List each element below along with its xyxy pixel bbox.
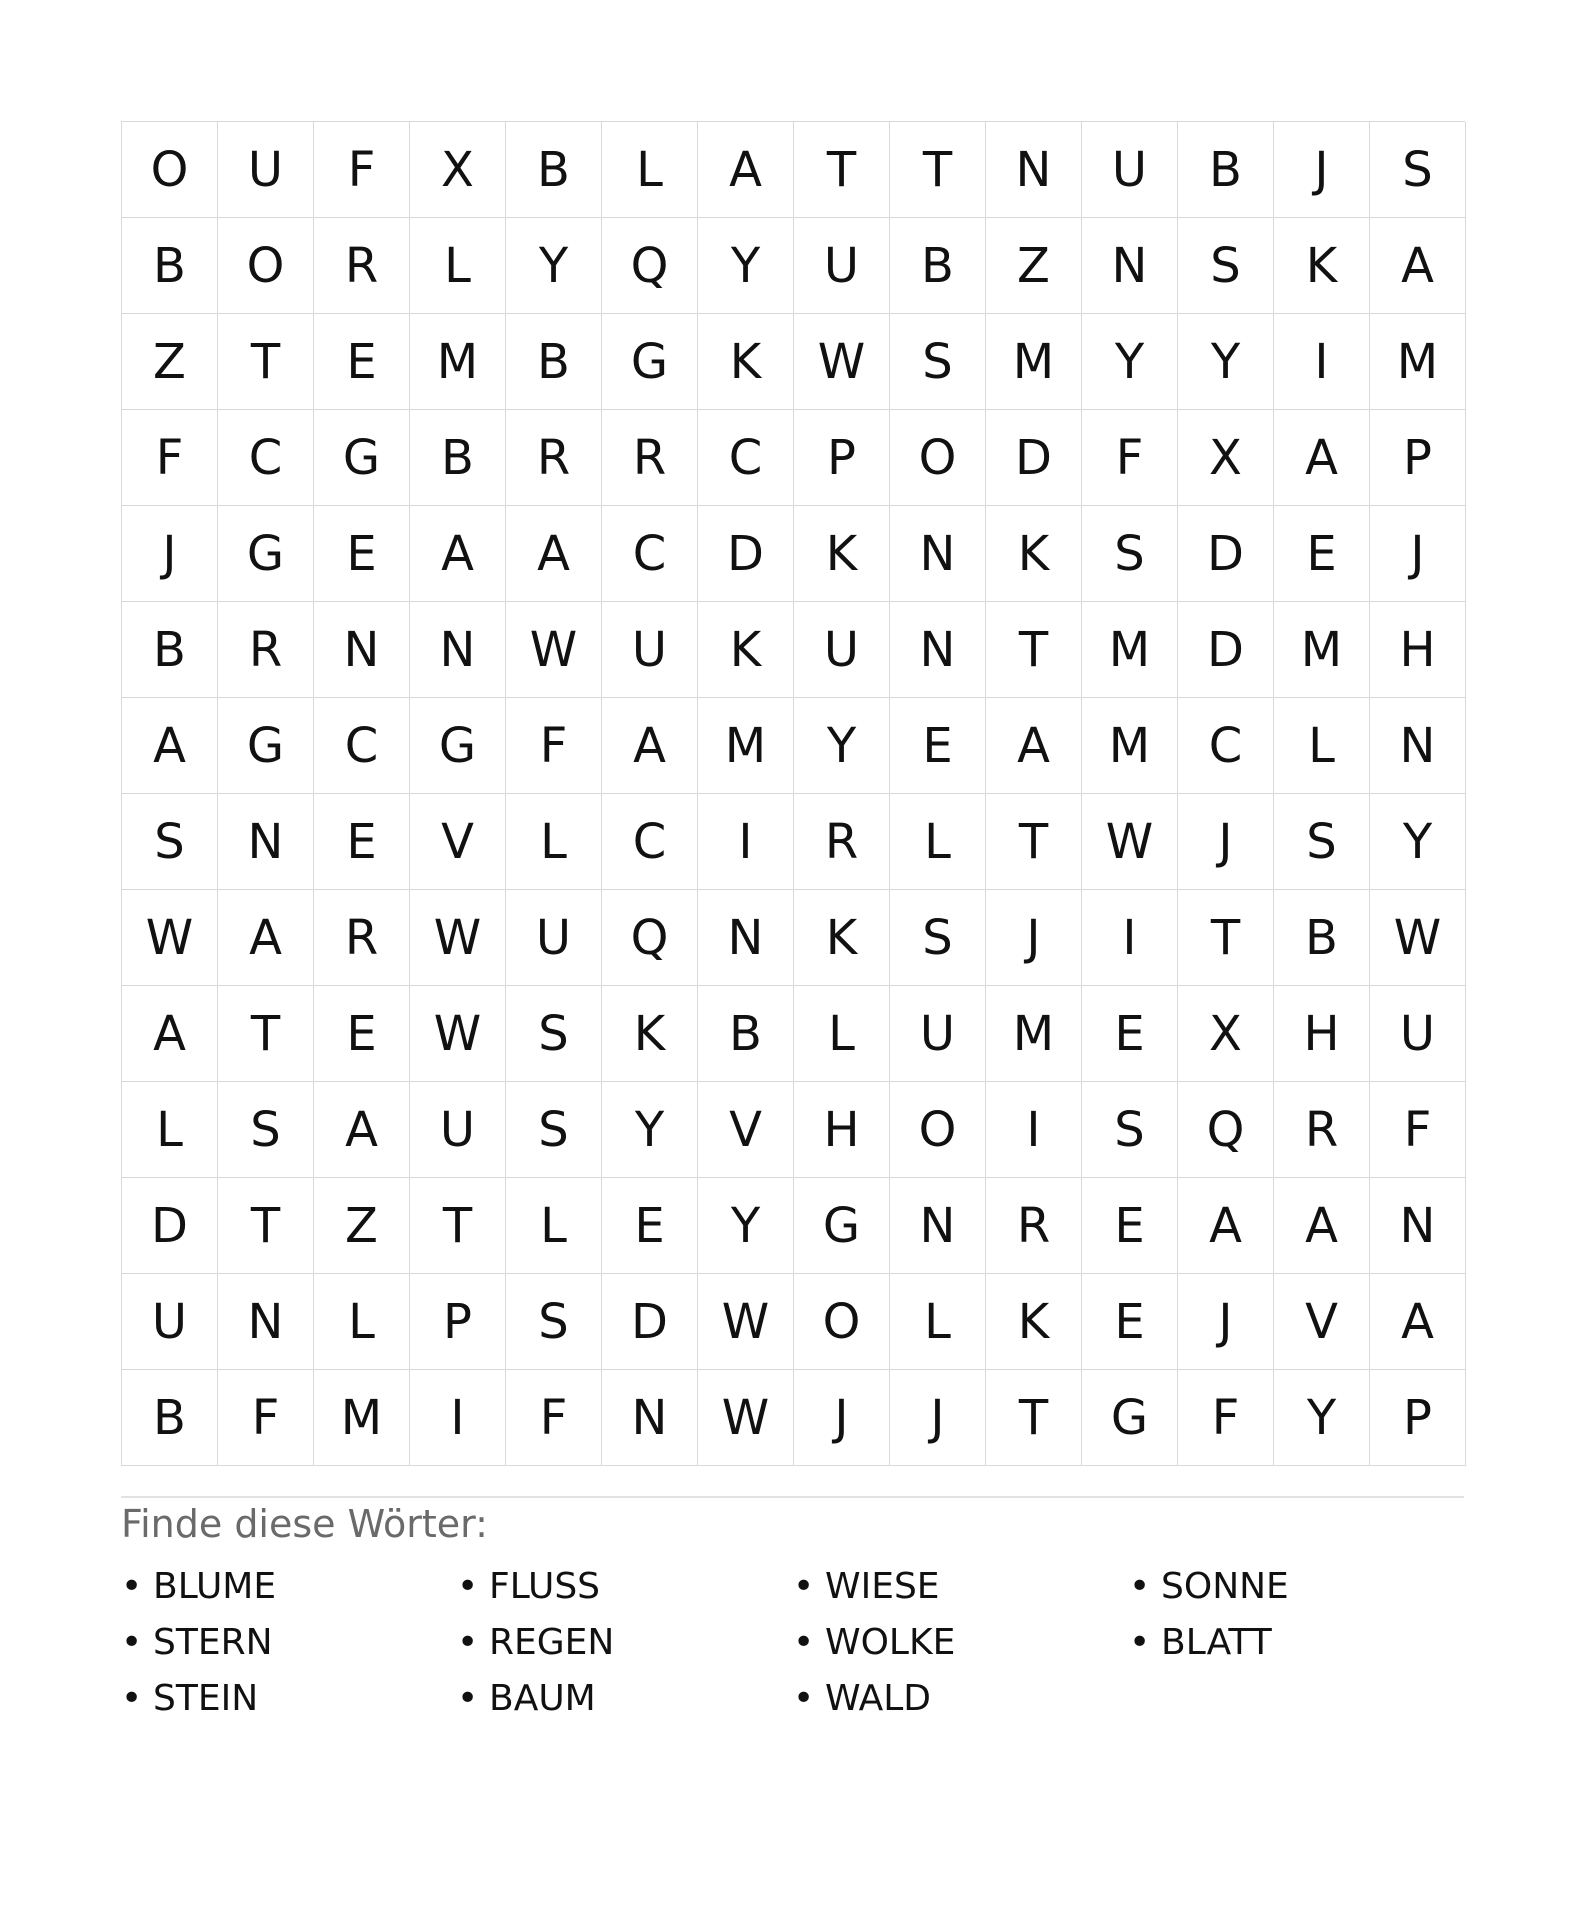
grid-cell[interactable]: B xyxy=(410,410,506,506)
grid-cell[interactable]: O xyxy=(794,1274,890,1370)
grid-cell[interactable]: B xyxy=(890,218,986,314)
grid-cell[interactable]: C xyxy=(698,410,794,506)
grid-cell[interactable]: A xyxy=(698,122,794,218)
grid-cell[interactable]: T xyxy=(218,986,314,1082)
grid-cell[interactable]: K xyxy=(794,506,890,602)
grid-cell[interactable]: S xyxy=(1370,122,1466,218)
grid-cell[interactable]: N xyxy=(890,602,986,698)
word-list-item xyxy=(121,1670,457,1726)
grid-cell[interactable]: E xyxy=(1082,1178,1178,1274)
grid-cell[interactable]: Y xyxy=(698,1178,794,1274)
grid-cell[interactable]: W xyxy=(698,1274,794,1370)
grid-cell[interactable]: A xyxy=(122,986,218,1082)
word-label: WALD xyxy=(825,1677,932,1719)
grid-cell[interactable]: O xyxy=(890,410,986,506)
grid-cell[interactable]: I xyxy=(410,1370,506,1466)
word-list-item xyxy=(793,1614,1129,1670)
grid-cell[interactable]: W xyxy=(1082,794,1178,890)
grid-cell[interactable]: W xyxy=(122,890,218,986)
grid-cell[interactable]: Z xyxy=(986,218,1082,314)
grid-cell[interactable]: G xyxy=(602,314,698,410)
grid-cell[interactable]: T xyxy=(794,122,890,218)
bullet: • xyxy=(793,1621,815,1663)
grid-cell[interactable]: F xyxy=(1082,410,1178,506)
word-list-item xyxy=(457,1614,793,1670)
word-label: FLUSS xyxy=(489,1565,601,1607)
grid-cell[interactable]: T xyxy=(986,1370,1082,1466)
grid-cell[interactable]: M xyxy=(1082,698,1178,794)
grid-cell[interactable]: A xyxy=(1370,218,1466,314)
grid-cell[interactable]: E xyxy=(1274,506,1370,602)
word-label: BLATT xyxy=(1161,1621,1272,1663)
grid-cell[interactable]: T xyxy=(890,122,986,218)
word-list-item xyxy=(1129,1558,1465,1614)
grid-cell[interactable]: S xyxy=(1082,506,1178,602)
grid-cell[interactable]: G xyxy=(314,410,410,506)
grid-cell[interactable]: S xyxy=(218,1082,314,1178)
grid-cell[interactable]: N xyxy=(410,602,506,698)
grid-cell[interactable]: U xyxy=(794,218,890,314)
grid-cell[interactable]: S xyxy=(122,794,218,890)
grid-cell[interactable]: N xyxy=(314,602,410,698)
grid-cell[interactable]: L xyxy=(122,1082,218,1178)
grid-cell[interactable]: N xyxy=(1370,698,1466,794)
grid-cell[interactable]: I xyxy=(698,794,794,890)
grid-cell[interactable]: T xyxy=(218,314,314,410)
grid-cell[interactable]: Y xyxy=(1370,794,1466,890)
grid-cell[interactable]: M xyxy=(986,986,1082,1082)
grid-cell[interactable]: O xyxy=(122,122,218,218)
grid-cell[interactable]: D xyxy=(1178,602,1274,698)
word-list-item xyxy=(121,1614,457,1670)
grid-cell[interactable]: S xyxy=(890,314,986,410)
grid-cell[interactable]: G xyxy=(794,1178,890,1274)
grid-cell[interactable]: I xyxy=(1274,314,1370,410)
grid-cell[interactable]: V xyxy=(698,1082,794,1178)
grid-cell[interactable]: T xyxy=(410,1178,506,1274)
grid-cell[interactable]: E xyxy=(602,1178,698,1274)
grid-cell[interactable]: U xyxy=(218,122,314,218)
grid-cell[interactable]: U xyxy=(410,1082,506,1178)
grid-cell[interactable]: P xyxy=(1370,410,1466,506)
grid-cell[interactable]: P xyxy=(1370,1370,1466,1466)
bullet: • xyxy=(1129,1565,1151,1607)
grid-cell[interactable]: W xyxy=(698,1370,794,1466)
grid-cell[interactable]: P xyxy=(410,1274,506,1370)
grid-cell[interactable]: M xyxy=(986,314,1082,410)
grid-cell[interactable]: A xyxy=(410,506,506,602)
grid-cell[interactable]: L xyxy=(890,1274,986,1370)
grid-cell[interactable]: A xyxy=(218,890,314,986)
bullet: • xyxy=(457,1565,479,1607)
grid-cell[interactable]: C xyxy=(1178,698,1274,794)
grid-cell[interactable]: N xyxy=(218,1274,314,1370)
grid-cell[interactable]: L xyxy=(890,794,986,890)
grid-cell[interactable]: T xyxy=(986,602,1082,698)
grid-cell[interactable]: A xyxy=(1178,1178,1274,1274)
grid-cell[interactable]: E xyxy=(314,986,410,1082)
grid-cell[interactable]: T xyxy=(1178,890,1274,986)
grid-cell[interactable]: Z xyxy=(122,314,218,410)
grid-cell[interactable]: S xyxy=(1082,1082,1178,1178)
bullet: • xyxy=(1129,1621,1151,1663)
grid-cell[interactable]: Q xyxy=(602,218,698,314)
grid-cell[interactable]: R xyxy=(218,602,314,698)
grid-cell[interactable]: R xyxy=(794,794,890,890)
grid-cell[interactable]: S xyxy=(1178,218,1274,314)
grid-cell[interactable]: B xyxy=(122,218,218,314)
grid-cell[interactable]: B xyxy=(506,122,602,218)
grid-cell[interactable]: B xyxy=(506,314,602,410)
grid-cell[interactable]: K xyxy=(794,890,890,986)
grid-cell[interactable]: E xyxy=(1082,986,1178,1082)
grid-cell[interactable]: A xyxy=(506,506,602,602)
grid-cell[interactable]: G xyxy=(218,506,314,602)
word-list-item xyxy=(457,1670,793,1726)
word-label: BLUME xyxy=(153,1565,277,1607)
grid-cell[interactable]: J xyxy=(1178,1274,1274,1370)
grid-cell[interactable]: W xyxy=(1370,890,1466,986)
grid-cell[interactable]: L xyxy=(410,218,506,314)
letter-grid xyxy=(121,121,1465,1466)
grid-cell[interactable]: L xyxy=(1274,698,1370,794)
grid-cell[interactable]: F xyxy=(122,410,218,506)
grid-cell[interactable]: U xyxy=(602,602,698,698)
grid-cell[interactable]: E xyxy=(314,314,410,410)
grid-cell[interactable]: K xyxy=(986,1274,1082,1370)
word-label: BAUM xyxy=(489,1677,596,1719)
grid-cell[interactable]: I xyxy=(986,1082,1082,1178)
grid-cell[interactable]: M xyxy=(1274,602,1370,698)
grid-cell[interactable]: N xyxy=(1082,218,1178,314)
grid-cell[interactable]: M xyxy=(1082,602,1178,698)
grid-cell[interactable]: W xyxy=(410,986,506,1082)
divider xyxy=(121,1496,1464,1498)
grid-cell[interactable]: J xyxy=(794,1370,890,1466)
bullet: • xyxy=(457,1677,479,1719)
bullet: • xyxy=(121,1677,143,1719)
grid-cell[interactable]: B xyxy=(1178,122,1274,218)
grid-cell[interactable]: E xyxy=(890,698,986,794)
grid-cell[interactable]: J xyxy=(1178,794,1274,890)
word-label: SONNE xyxy=(1161,1565,1289,1607)
word-label: WIESE xyxy=(825,1565,940,1607)
bullet: • xyxy=(457,1621,479,1663)
grid-cell[interactable]: O xyxy=(890,1082,986,1178)
bullet: • xyxy=(121,1565,143,1607)
grid-cell[interactable]: J xyxy=(1274,122,1370,218)
word-list-item xyxy=(121,1558,457,1614)
grid-cell[interactable]: Q xyxy=(602,890,698,986)
grid-cell[interactable]: Y xyxy=(1082,314,1178,410)
grid-cell[interactable]: E xyxy=(314,794,410,890)
grid-cell[interactable]: F xyxy=(1178,1370,1274,1466)
bullet: • xyxy=(121,1621,143,1663)
grid-cell[interactable]: U xyxy=(1082,122,1178,218)
grid-cell[interactable]: R xyxy=(1274,1082,1370,1178)
grid-cell[interactable]: L xyxy=(602,122,698,218)
grid-cell[interactable]: F xyxy=(506,1370,602,1466)
grid-cell[interactable]: J xyxy=(890,1370,986,1466)
word-list-item xyxy=(793,1558,1129,1614)
grid-cell[interactable]: M xyxy=(698,698,794,794)
grid-cell[interactable]: H xyxy=(1370,602,1466,698)
grid-cell[interactable]: S xyxy=(890,890,986,986)
grid-cell[interactable]: U xyxy=(506,890,602,986)
grid-cell[interactable]: T xyxy=(218,1178,314,1274)
grid-cell[interactable]: N xyxy=(890,1178,986,1274)
grid-cell[interactable]: A xyxy=(1274,410,1370,506)
word-list-title: Finde diese Wörter: xyxy=(121,1502,488,1546)
word-list-item xyxy=(457,1558,793,1614)
grid-cell[interactable]: X xyxy=(1178,986,1274,1082)
grid-cell[interactable]: Z xyxy=(314,1178,410,1274)
grid-cell[interactable]: Y xyxy=(506,218,602,314)
grid-cell[interactable]: K xyxy=(698,314,794,410)
grid-cell[interactable]: J xyxy=(1370,506,1466,602)
grid-cell[interactable]: L xyxy=(506,794,602,890)
grid-cell[interactable]: K xyxy=(1274,218,1370,314)
grid-cell[interactable]: A xyxy=(122,698,218,794)
grid-cell[interactable]: D xyxy=(122,1178,218,1274)
grid-cell[interactable]: H xyxy=(794,1082,890,1178)
grid-cell[interactable]: V xyxy=(1274,1274,1370,1370)
grid-cell[interactable]: X xyxy=(1178,410,1274,506)
grid-cell[interactable]: Q xyxy=(1178,1082,1274,1178)
grid-cell[interactable]: A xyxy=(1370,1274,1466,1370)
grid-cell[interactable]: R xyxy=(602,410,698,506)
grid-cell[interactable]: W xyxy=(506,602,602,698)
grid-cell[interactable]: N xyxy=(218,794,314,890)
grid-cell[interactable]: X xyxy=(410,122,506,218)
grid-cell[interactable]: C xyxy=(314,698,410,794)
grid-cell[interactable]: N xyxy=(986,122,1082,218)
word-list xyxy=(121,1558,1464,1726)
word-label: REGEN xyxy=(489,1621,615,1663)
grid-cell[interactable]: R xyxy=(986,1178,1082,1274)
grid-cell[interactable]: D xyxy=(1178,506,1274,602)
word-label: STERN xyxy=(153,1621,273,1663)
grid-cell[interactable]: C xyxy=(602,506,698,602)
grid-cell[interactable]: D xyxy=(986,410,1082,506)
grid-cell[interactable]: Y xyxy=(602,1082,698,1178)
grid-cell[interactable]: F xyxy=(314,122,410,218)
bullet: • xyxy=(793,1565,815,1607)
grid-cell[interactable]: L xyxy=(506,1178,602,1274)
grid-cell[interactable]: G xyxy=(1082,1370,1178,1466)
grid-cell[interactable]: V xyxy=(410,794,506,890)
grid-cell[interactable]: M xyxy=(410,314,506,410)
grid-cell[interactable]: S xyxy=(1274,794,1370,890)
grid-cell[interactable]: N xyxy=(890,506,986,602)
grid-cell[interactable]: K xyxy=(986,506,1082,602)
grid-cell[interactable]: T xyxy=(986,794,1082,890)
word-label: STEIN xyxy=(153,1677,259,1719)
grid-cell[interactable]: C xyxy=(602,794,698,890)
grid-cell[interactable]: Y xyxy=(698,218,794,314)
grid-cell[interactable]: M xyxy=(1370,314,1466,410)
grid-cell[interactable]: F xyxy=(218,1370,314,1466)
grid-cell[interactable]: N xyxy=(1370,1178,1466,1274)
grid-cell[interactable]: U xyxy=(890,986,986,1082)
grid-cell[interactable]: J xyxy=(122,506,218,602)
grid-cell[interactable]: D xyxy=(602,1274,698,1370)
grid-cell[interactable]: P xyxy=(794,410,890,506)
grid-cell[interactable]: A xyxy=(602,698,698,794)
grid-cell[interactable]: E xyxy=(314,506,410,602)
grid-cell[interactable]: B xyxy=(122,1370,218,1466)
grid-cell[interactable]: Y xyxy=(794,698,890,794)
grid-cell[interactable]: C xyxy=(218,410,314,506)
word-label: WOLKE xyxy=(825,1621,956,1663)
grid-cell[interactable]: A xyxy=(314,1082,410,1178)
grid-cell[interactable]: R xyxy=(506,410,602,506)
grid-cell[interactable]: A xyxy=(986,698,1082,794)
grid-cell[interactable]: I xyxy=(1082,890,1178,986)
grid-cell[interactable]: W xyxy=(410,890,506,986)
grid-cell[interactable]: S xyxy=(506,1274,602,1370)
grid-cell[interactable]: Y xyxy=(1178,314,1274,410)
grid-cell[interactable]: B xyxy=(1274,890,1370,986)
grid-cell[interactable]: Y xyxy=(1274,1370,1370,1466)
grid-cell[interactable]: G xyxy=(410,698,506,794)
grid-cell[interactable]: J xyxy=(986,890,1082,986)
grid-cell[interactable]: B xyxy=(698,986,794,1082)
bullet: • xyxy=(793,1677,815,1719)
grid-cell[interactable]: K xyxy=(602,986,698,1082)
grid-cell[interactable]: M xyxy=(314,1370,410,1466)
grid-cell[interactable]: S xyxy=(506,1082,602,1178)
grid-cell[interactable]: R xyxy=(314,890,410,986)
word-list-item xyxy=(793,1670,1129,1726)
grid-cell[interactable]: U xyxy=(794,602,890,698)
grid-cell[interactable]: L xyxy=(314,1274,410,1370)
grid-cell[interactable]: H xyxy=(1274,986,1370,1082)
grid-cell[interactable]: N xyxy=(602,1370,698,1466)
grid-cell[interactable]: L xyxy=(794,986,890,1082)
grid-cell[interactable]: F xyxy=(506,698,602,794)
grid-cell[interactable]: N xyxy=(698,890,794,986)
grid-cell[interactable]: U xyxy=(1370,986,1466,1082)
grid-cell[interactable]: W xyxy=(794,314,890,410)
grid-cell[interactable]: F xyxy=(1370,1082,1466,1178)
grid-cell[interactable]: D xyxy=(698,506,794,602)
grid-cell[interactable]: S xyxy=(506,986,602,1082)
grid-cell[interactable]: G xyxy=(218,698,314,794)
grid-cell[interactable]: A xyxy=(1274,1178,1370,1274)
grid-cell[interactable]: O xyxy=(218,218,314,314)
grid-cell[interactable]: E xyxy=(1082,1274,1178,1370)
grid-cell[interactable]: U xyxy=(122,1274,218,1370)
grid-cell[interactable]: K xyxy=(698,602,794,698)
word-list-item xyxy=(1129,1614,1465,1670)
grid-cell[interactable]: R xyxy=(314,218,410,314)
grid-cell[interactable]: B xyxy=(122,602,218,698)
